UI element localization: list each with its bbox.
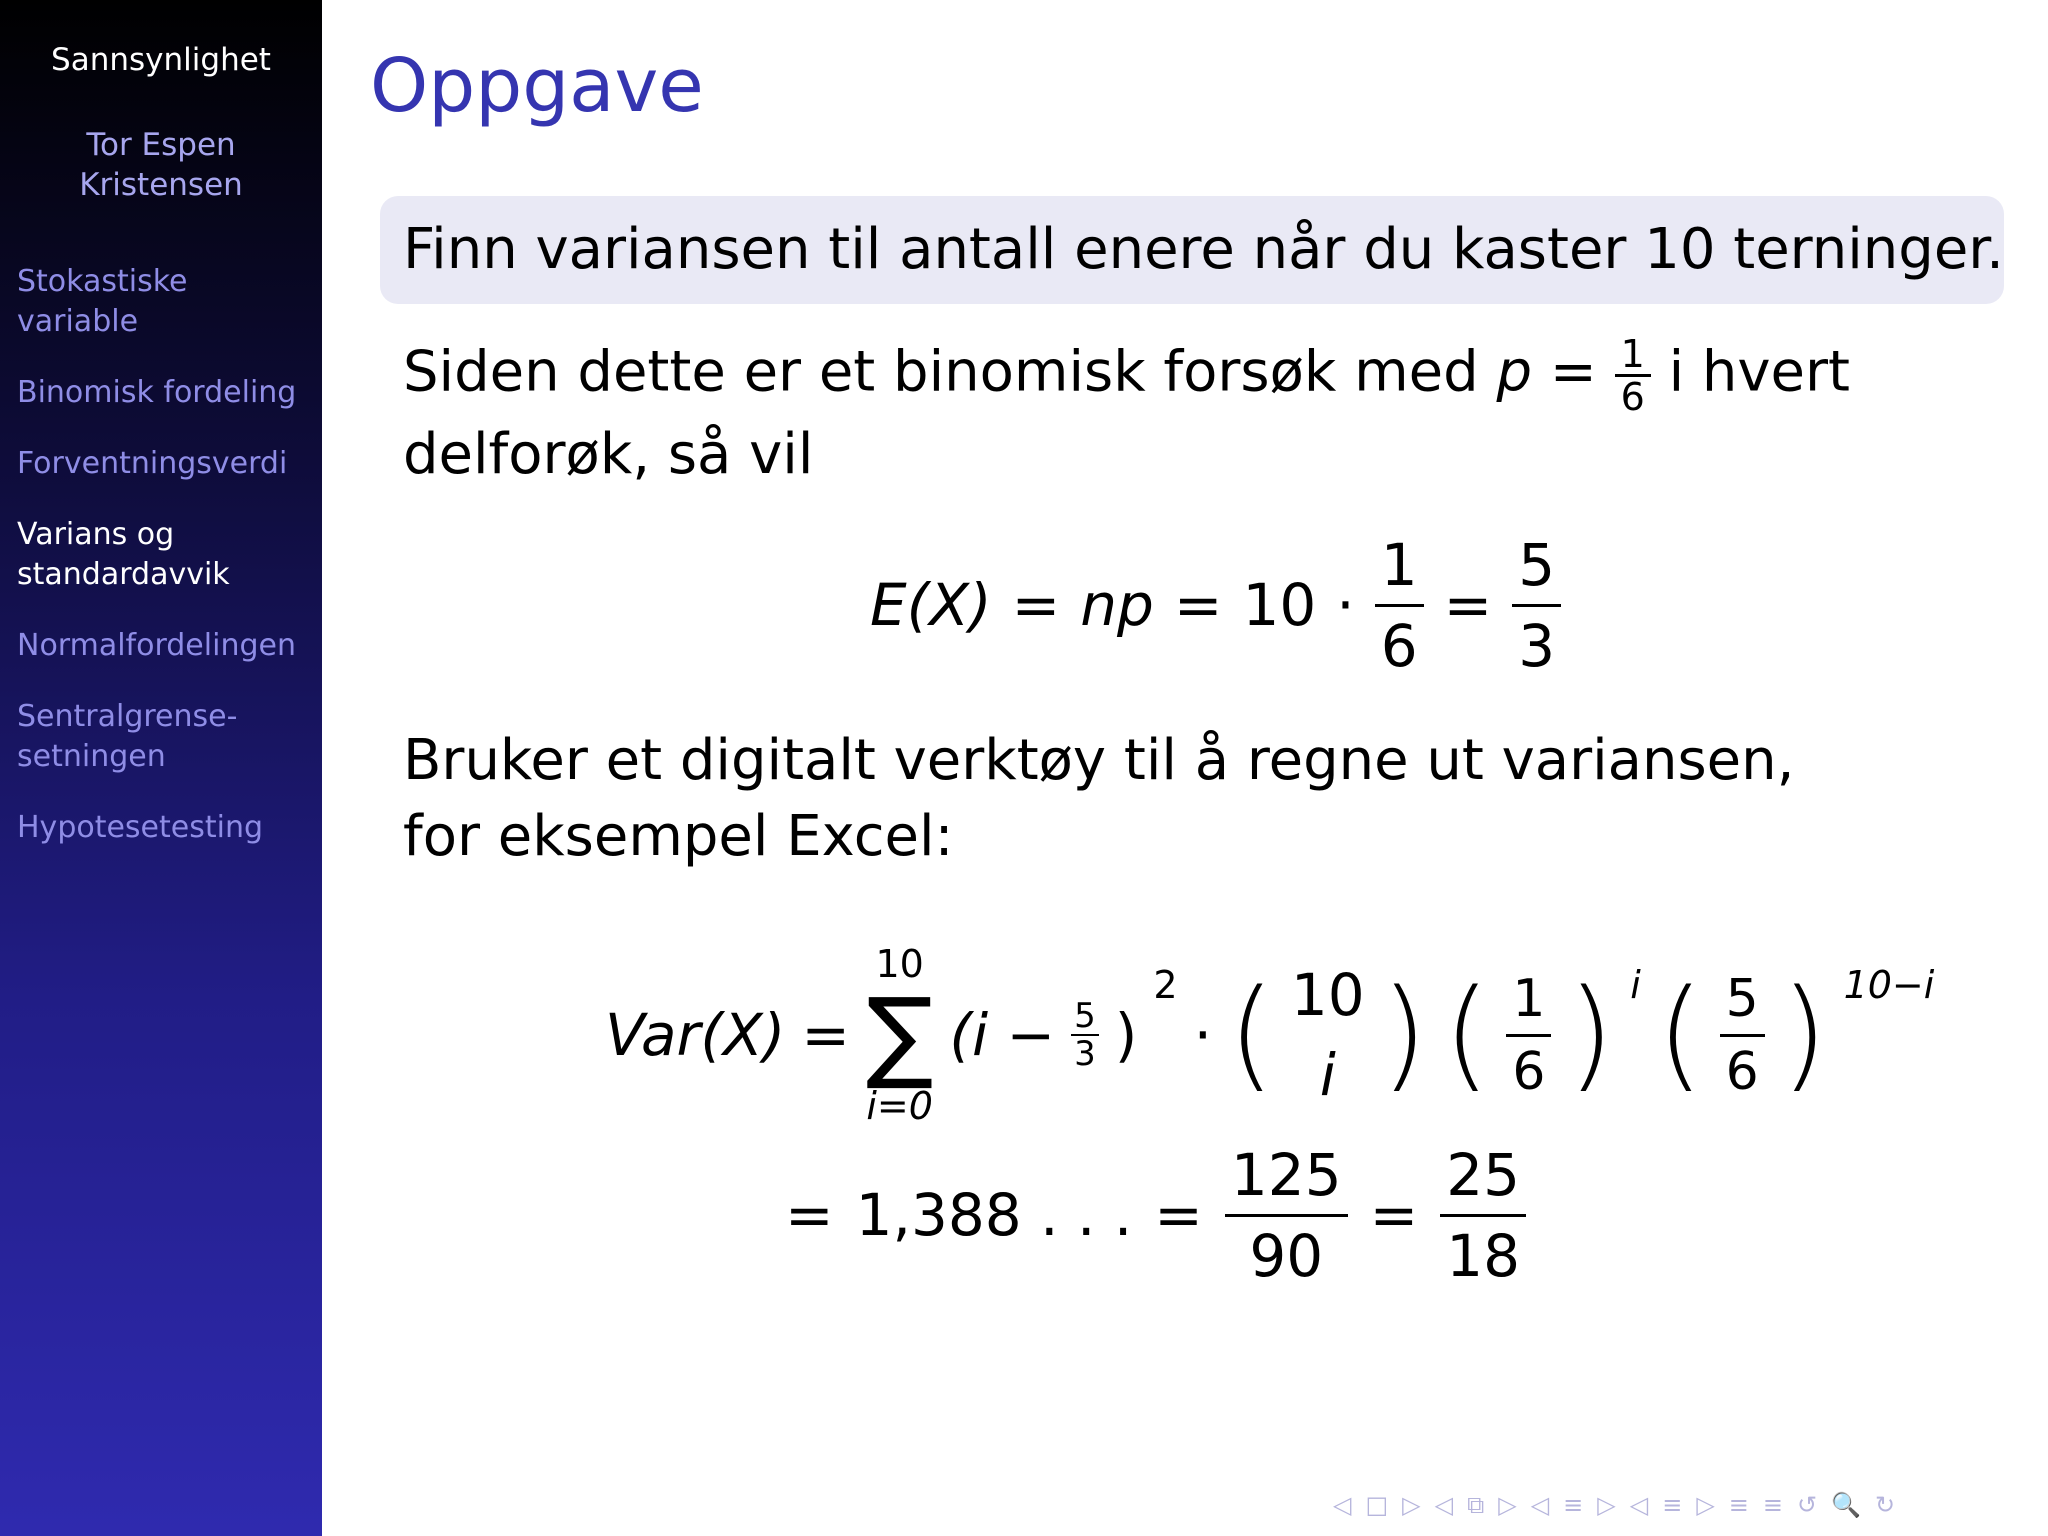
eq1-fraction-2 [1512,526,1561,685]
equals-sign: = [1011,571,1061,639]
sum-upper: 10 [875,942,924,986]
equals-sign: = [801,1001,850,1069]
frac-den: 6 [1725,1041,1759,1102]
author [0,125,322,205]
nav-next-section-icon[interactable]: ▷ [1696,1491,1715,1519]
para1-start: Siden dette er et binomisk forsøk med [403,339,1479,405]
task-text: Finn variansen til antall enere når du kaster 10 terninger. [403,217,2004,282]
author-line[interactable]: Tor Espen [86,127,236,163]
equals-sign: = [1154,1181,1203,1249]
eq2-fraction-b [1720,964,1765,1107]
beamer-navigation [1333,1490,1895,1520]
binomial-coefficient [1291,955,1365,1115]
appendix-icon[interactable]: ≡ [1762,1491,1784,1519]
nav-item-normalfordelingen[interactable]: Normalfordelingen [17,628,296,663]
sigma-icon: ∑ [865,976,934,1093]
search-icon[interactable]: 🔍 [1831,1491,1862,1519]
dot-operator: · [1336,571,1355,639]
frac-num: 1 [1375,526,1424,607]
frac-den: 6 [1380,611,1418,680]
summation [866,941,933,1129]
eq1-np: np [1080,571,1154,639]
eq2-term: (i − [949,1001,1056,1069]
p-den: 6 [1620,375,1645,419]
nav-item-hypotesetesting[interactable]: Hypotesetesting [17,810,264,845]
p-num: 1 [1615,334,1651,377]
p-variable: p [1496,339,1533,405]
frac-den: 6 [1512,1041,1546,1102]
sidebar [0,0,322,1536]
nav-next-slide-icon[interactable]: ▷ [1498,1491,1517,1519]
para1-end: i hvert delforøk, så vil [403,339,1850,487]
nav-item-sentralgrensesetningen[interactable]: Sentralgrense-setningen [17,699,238,774]
left-paren: ( [1656,965,1704,1104]
frac-den: 3 [1518,611,1556,680]
variance-result [785,1135,1526,1295]
eq2-lhs: Var(X) [605,1001,786,1069]
nav-item-forventningsverdi[interactable]: Forventningsverdi [17,446,288,481]
equals-sign: = [1549,339,1597,405]
right-paren: ) [1380,965,1428,1104]
frac-num: 5 [1512,526,1561,607]
variance-equation [605,935,1934,1135]
binom-top: 10 [1290,961,1365,1029]
eq3-value: 1,388 . . . [855,1181,1133,1249]
frac-num: 5 [1071,998,1099,1036]
section-icon[interactable]: ≡ [1662,1491,1683,1519]
paragraph-binomial [403,334,1883,493]
exp-a: i [1630,963,1641,1007]
nav-item-stokastiske-variable[interactable]: Stokastiske variable [17,264,188,339]
eq1-fraction-1 [1375,526,1424,685]
slides-icon[interactable]: ⧉ [1467,1491,1485,1519]
exp-b: 10−i [1843,963,1935,1007]
equals-sign: = [1173,571,1223,639]
frac-num: 25 [1440,1136,1526,1217]
dot-operator: · [1193,1001,1213,1069]
eq2-fraction-a [1506,964,1551,1107]
p-fraction [1615,334,1651,417]
equals-sign: = [1369,1181,1419,1249]
paragraph-excel: Bruker et digitalt verktøy til å regne ut variansen, for eksempel Excel: [403,728,1795,869]
left-paren: ( [1443,965,1491,1104]
eq3-fraction-1 [1225,1136,1348,1295]
nav-prev-slide-icon[interactable]: ◁ [1434,1491,1454,1519]
forward-icon[interactable]: ↻ [1875,1491,1896,1519]
close-paren: ) [1114,1001,1138,1069]
frac-num: 125 [1225,1136,1348,1217]
eq1-ten: 10 [1242,571,1317,639]
frac-den: 18 [1446,1221,1521,1290]
nav-next-frame-icon[interactable]: ▷ [1402,1491,1421,1519]
slide-title: Oppgave [370,43,704,129]
right-paren: ) [1567,965,1615,1104]
back-icon[interactable]: ↺ [1797,1491,1818,1519]
nav-next-subsection-icon[interactable]: ▷ [1597,1491,1616,1519]
document-icon[interactable]: ≡ [1728,1491,1749,1519]
frac-den: 90 [1249,1221,1324,1290]
author-line[interactable]: Kristensen [79,167,243,203]
subsection-icon[interactable]: ≡ [1563,1491,1584,1519]
frac-num: 1 [1506,964,1551,1037]
frac-den: 3 [1074,1034,1096,1074]
presentation-title[interactable]: Sannsynlighet [51,42,271,78]
equals-sign: = [785,1181,834,1249]
nav-prev-subsection-icon[interactable]: ◁ [1530,1491,1550,1519]
nav-item-varians[interactable]: Varians og standardavvik [17,517,230,592]
nav-prev-section-icon[interactable]: ◁ [1629,1491,1649,1519]
sum-lower: i=0 [866,1084,933,1128]
right-paren: ) [1780,965,1828,1104]
left-paren: ( [1228,965,1275,1104]
frac-num: 5 [1720,964,1765,1037]
eq1-lhs: E(X) [870,571,992,639]
expectation-equation [870,530,1561,680]
eq3-fraction-2 [1440,1136,1526,1295]
binom-bottom: i [1319,1041,1336,1109]
section-nav [17,262,317,879]
nav-prev-frame-icon[interactable]: ◁ [1333,1491,1352,1519]
equals-sign: = [1443,571,1493,639]
task-block [380,196,2004,304]
nav-item-binomisk-fordeling[interactable]: Binomisk fordeling [17,375,297,410]
eq2-square: 2 [1153,963,1178,1007]
eq2-term-fraction [1071,998,1099,1072]
frame-icon[interactable]: □ [1365,1491,1389,1519]
